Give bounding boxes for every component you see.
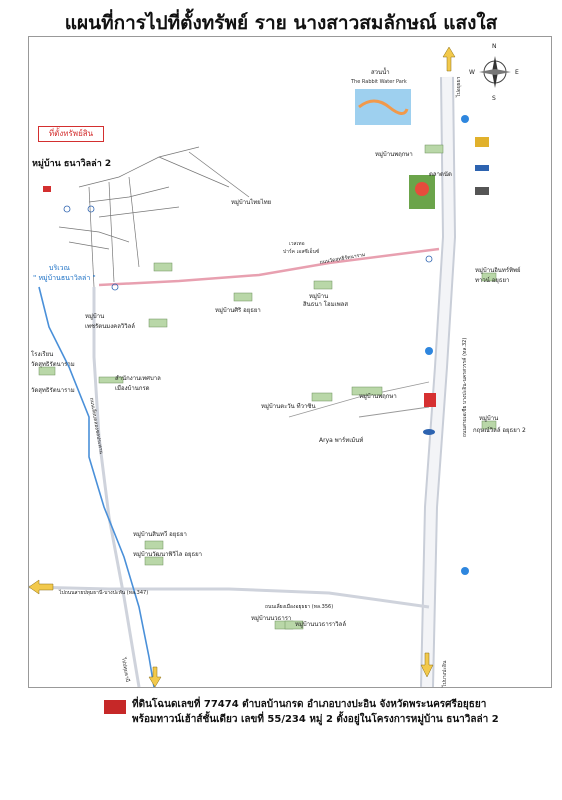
label-pole: เวสเทอ <box>289 241 305 247</box>
compass-w: W <box>469 69 475 76</box>
area-label: บริเวณ <box>49 264 71 272</box>
legend-line-2: พร้อมทาวน์เฮ้าส์ชั้นเดียว เลขที่ 55/234 หมู่ 2 ตั้งอยู่ในโครงการหมู่บ้าน ธนาวิลล่า 2 <box>132 714 499 725</box>
label-baan-sinthana: หมู่บ้าน <box>309 293 329 300</box>
label-baan-narawan: หมู่บ้านนวธารา <box>251 615 292 622</box>
road-local <box>99 249 439 285</box>
label-arya: Arya พาร์ทเม้นท์ <box>319 437 364 444</box>
road-name-canal: ถนนเลียบคลองชลประทาน <box>88 397 104 455</box>
canal <box>39 287 154 687</box>
village-name-label: หมู่บ้าน ธนาวิลล่า 2 <box>32 159 112 169</box>
compass-s: S <box>492 95 496 102</box>
property-callout: ที่ตั้งทรัพย์สิน <box>38 126 104 142</box>
label-baan-kasetwit2: กฤษณ์วิลล์ อยุธยา 2 <box>473 427 526 434</box>
label-baan-inthrawut2: ทาวน์ อยุธยา <box>475 277 510 284</box>
label-baan-siripa: หมู่บ้านศิริ อยุธยา <box>215 307 261 314</box>
label-baan-pruksa9: หมู่บ้านพฤกษา <box>359 393 397 400</box>
label-baan-pathommongkol2: เพชรัตนมงคลวิวิลล์ <box>85 323 135 330</box>
road-name-347: ไปถนนสายปทุมธานี-บางปะหัน (ทล.347) <box>59 590 149 596</box>
road-name-to-pathum: ไปปทุมธานี <box>120 657 131 683</box>
compass-n: N <box>492 43 497 50</box>
park-thai-label: สวนน้ำ <box>371 69 390 76</box>
label-school2: วัดสุทธิรัตนาราม <box>31 361 75 368</box>
road-name-356: ถนนเลี่ยงเมืองอยุธยา (ทล.356) <box>265 604 334 610</box>
label-baan-tonkla: หมู่บ้านตะวัน ทีวาซิน <box>261 403 316 410</box>
compass-rose <box>479 56 511 88</box>
water-park-image <box>355 89 411 125</box>
legend-line-1: ที่ดินโฉนดเลขที่ 77474 ตำบลบ้านกรด อำเภอบางปะอิน จังหวัดพระนครศรีอยุธยา <box>132 699 487 710</box>
map-title: แผนที่การไปที่ตั้งทรัพย์ ราย นางสาวสมลักษณ์ แสงใส <box>64 12 498 34</box>
road-name-to-ayutthaya: ไปอยุธยา <box>456 76 462 97</box>
label-baan-sinrawee: หมู่บ้านสินทวี อยุธยา <box>133 531 187 538</box>
label-baan-inthrawut: หมู่บ้านอินทร์ทิพย์ <box>475 267 521 274</box>
road-name-to-bangpain: ไปบางปะอิน <box>442 660 448 687</box>
compass-e: E <box>515 69 519 76</box>
label-pole2: ปาร์ค เอสซีเอ็นซ์ <box>283 249 320 255</box>
property-marker <box>43 186 51 192</box>
arrow-north-highway <box>443 47 455 71</box>
label-office2: เมืองบ้านกรด <box>115 385 150 392</box>
road-canal <box>94 287 139 687</box>
arrow-west <box>29 580 53 594</box>
label-school: โรงเรียน <box>31 351 54 358</box>
legend-swatch <box>104 700 126 714</box>
label-baan-naravilla: หมู่บ้านนวธาราวิลล์ <box>295 621 347 628</box>
label-baan-wanwisa: หมู่บ้านวัฒนาพิวิไล อยุธยา <box>133 551 203 558</box>
road-name-highway: ถนนสายเอเชีย บางปะอิน-นครสวรรค์ (ทล.32) <box>462 337 468 437</box>
label-baan-pathommongkol: หมู่บ้าน <box>85 313 105 320</box>
label-baan-thongthai: หมู่บ้านไทยไทย <box>231 199 272 206</box>
area-label-2: " หมู่บ้านธนาวิลล่า " <box>33 274 96 282</box>
park-en-label: The Rabbit Water Park <box>351 79 407 85</box>
label-temple: วัดสุทธิรัตนาราม <box>31 387 75 394</box>
label-baan-sinthana2: สินธนา โฮมเพลส <box>303 301 348 308</box>
map-canvas[interactable] <box>28 36 552 688</box>
label-office: สำนักงานเทศบาล <box>115 375 161 382</box>
road-name-local: ถนนวัดสุทธิรัตนาราม <box>319 251 366 266</box>
label-baan-kasetwit: หมู่บ้าน <box>479 415 499 422</box>
label-market: ตลาดนัด <box>429 171 452 178</box>
label-baan-prakaisa: หมู่บ้านพฤกษา <box>375 151 413 158</box>
